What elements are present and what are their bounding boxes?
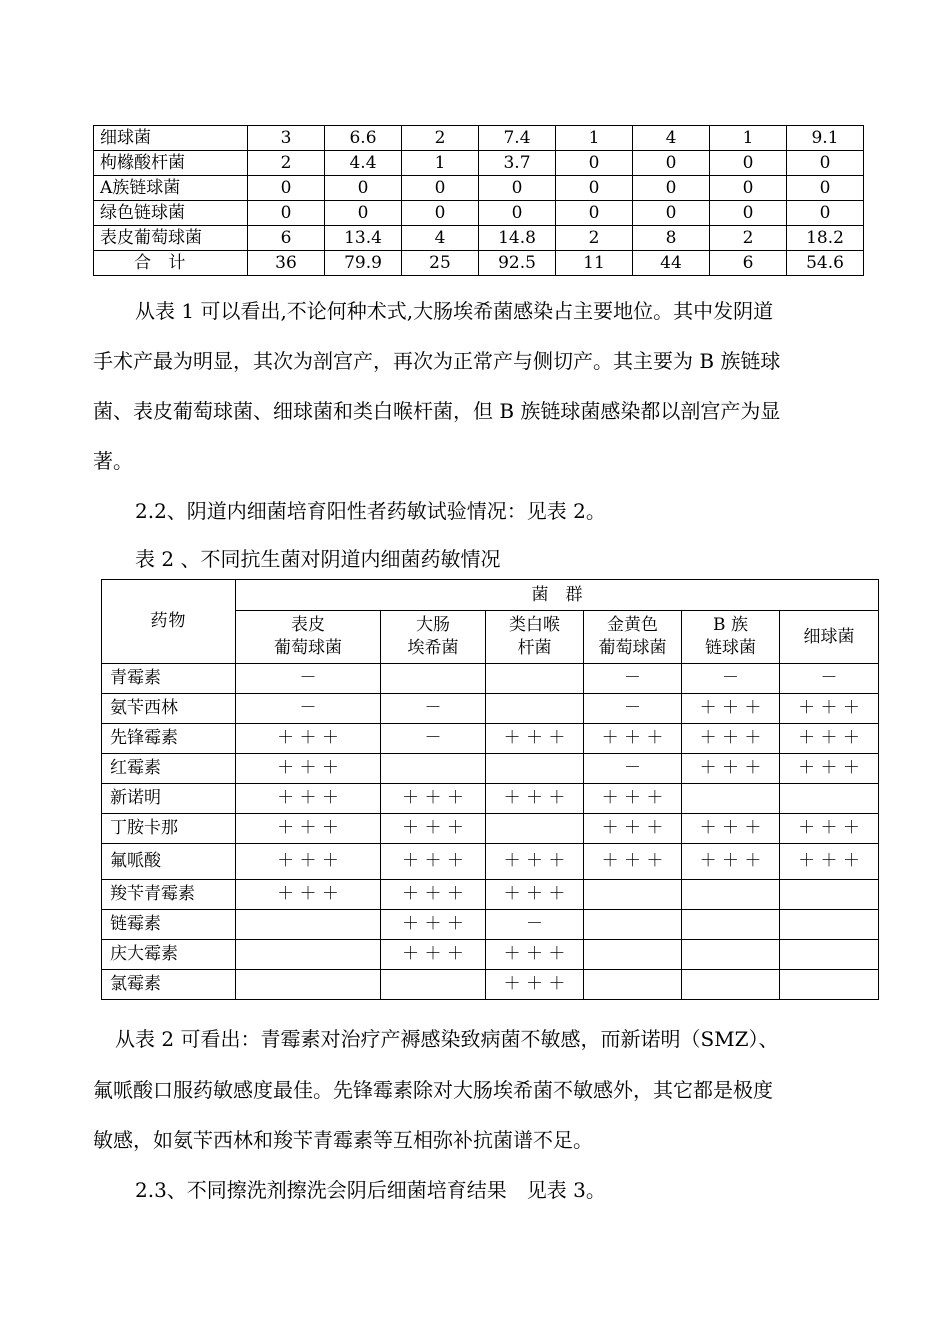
sensitivity-cell: ＋ ＋ ＋ — [584, 724, 682, 754]
sensitivity-cell — [682, 784, 780, 814]
table-cell: 6 — [248, 226, 325, 251]
sensitivity-cell — [584, 880, 682, 910]
sensitivity-cell: ＋ ＋ ＋ — [486, 844, 584, 880]
drug-name: 丁胺卡那 — [102, 814, 236, 844]
section-2-3-heading: 2.3、不同擦洗剂擦洗会阴后细菌培育结果 见表 3。 — [135, 1178, 606, 1202]
sensitivity-cell: － — [584, 694, 682, 724]
table-cell: 18.2 — [787, 226, 864, 251]
sensitivity-cell: ＋ ＋ ＋ — [682, 724, 780, 754]
table-cell: 0 — [556, 151, 633, 176]
sensitivity-cell — [780, 784, 879, 814]
sensitivity-cell — [682, 940, 780, 970]
bacteria-header-line2: 链球菌 — [705, 638, 756, 658]
table-cell: 4.4 — [325, 151, 402, 176]
table-row — [94, 226, 864, 251]
drug-name: 链霉素 — [102, 910, 236, 940]
sensitivity-cell: ＋ ＋ ＋ — [486, 970, 584, 1000]
table-cell: 25 — [402, 251, 479, 276]
table-row — [102, 664, 879, 694]
sensitivity-cell — [584, 940, 682, 970]
table-cell: 3.7 — [479, 151, 556, 176]
table-cell: 0 — [787, 151, 864, 176]
table-cell: 36 — [248, 251, 325, 276]
sensitivity-cell: ＋ ＋ ＋ — [486, 880, 584, 910]
para1-line3: 菌、表皮葡萄球菌、细球菌和类白喉杆菌，但 B 族链球菌感染都以剖宫产为显 — [93, 399, 781, 423]
sensitivity-cell: ＋ ＋ ＋ — [381, 940, 486, 970]
sensitivity-cell — [486, 694, 584, 724]
table-cell: 0 — [633, 201, 710, 226]
table-cell: 0 — [479, 201, 556, 226]
drug-name: 先锋霉素 — [102, 724, 236, 754]
sensitivity-cell: － — [584, 664, 682, 694]
table-cell: 0 — [710, 151, 787, 176]
table-cell: 0 — [325, 201, 402, 226]
sensitivity-cell: － — [236, 694, 381, 724]
sensitivity-cell: ＋ ＋ ＋ — [236, 784, 381, 814]
sensitivity-cell — [486, 754, 584, 784]
table-cell: 1 — [710, 126, 787, 151]
table-row — [102, 880, 879, 910]
section-2-2-heading: 2.2、阴道内细菌培育阳性者药敏试验情况：见表 2。 — [135, 499, 606, 523]
sensitivity-cell: － — [486, 910, 584, 940]
table-cell: 8 — [633, 226, 710, 251]
sensitivity-cell — [236, 910, 381, 940]
sensitivity-cell — [486, 664, 584, 694]
bacteria-header-line1: 金黄色 — [607, 615, 658, 636]
bacteria-header-line2: 埃希菌 — [407, 638, 459, 658]
bacteria-header-line2: 杆菌 — [517, 638, 552, 658]
sensitivity-cell: ＋ ＋ ＋ — [486, 724, 584, 754]
table-cell: 0 — [633, 151, 710, 176]
drug-name: 氟哌酸 — [102, 844, 236, 880]
bacteria-header — [236, 611, 381, 664]
bacteria-header-line1: 大肠 — [416, 615, 450, 636]
bacteria-header-line2: 葡萄球菌 — [598, 638, 667, 658]
sensitivity-cell — [780, 910, 879, 940]
drug-header: 药物 — [102, 580, 236, 664]
table-row — [94, 176, 864, 201]
table-cell: 2 — [710, 226, 787, 251]
table-row — [102, 940, 879, 970]
table-row — [102, 694, 879, 724]
sensitivity-cell — [682, 910, 780, 940]
row-label: A族链球菌 — [94, 176, 248, 201]
table-cell: 0 — [710, 176, 787, 201]
table-cell: 54.6 — [787, 251, 864, 276]
table-row — [102, 784, 879, 814]
sensitivity-cell: ＋ ＋ ＋ — [236, 814, 381, 844]
table-cell: 9.1 — [787, 126, 864, 151]
para2-line3: 敏感，如氨苄西林和羧苄青霉素等互相弥补抗菌谱不足。 — [93, 1128, 593, 1152]
bacteria-header-line2: 葡萄球菌 — [274, 638, 342, 658]
sensitivity-cell — [486, 814, 584, 844]
table-cell: 11 — [556, 251, 633, 276]
sensitivity-cell: ＋ ＋ ＋ — [486, 784, 584, 814]
table-cell: 0 — [402, 176, 479, 201]
drug-name: 新诺明 — [102, 784, 236, 814]
sensitivity-cell — [682, 970, 780, 1000]
sensitivity-cell: ＋ ＋ ＋ — [584, 784, 682, 814]
table-cell: 0 — [248, 201, 325, 226]
sensitivity-cell — [236, 940, 381, 970]
sensitivity-cell: － — [682, 664, 780, 694]
sensitivity-cell: ＋ ＋ ＋ — [236, 844, 381, 880]
sensitivity-cell: ＋ ＋ ＋ — [381, 814, 486, 844]
sensitivity-cell: ＋ ＋ ＋ — [381, 880, 486, 910]
para1-line1: 从表 1 可以看出,不论何种术式,大肠埃希菌感染占主要地位。其中发阴道 — [135, 299, 774, 323]
sensitivity-cell — [780, 970, 879, 1000]
para2-line1: 从表 2 可看出：青霉素对治疗产褥感染致病菌不敏感，而新诺明（SMZ）、 — [115, 1027, 779, 1051]
sensitivity-cell: ＋ ＋ ＋ — [780, 694, 879, 724]
sensitivity-cell: － — [780, 664, 879, 694]
table-cell: 4 — [402, 226, 479, 251]
table-cell: 13.4 — [325, 226, 402, 251]
table-cell: 44 — [633, 251, 710, 276]
sensitivity-cell — [381, 970, 486, 1000]
table-cell: 1 — [556, 126, 633, 151]
table-2 — [101, 579, 879, 1000]
sensitivity-cell: ＋ ＋ ＋ — [236, 880, 381, 910]
sensitivity-cell: － — [236, 664, 381, 694]
sensitivity-cell — [381, 754, 486, 784]
sensitivity-cell — [236, 970, 381, 1000]
table-1 — [93, 125, 864, 276]
bacteria-header-line1: 细球菌 — [803, 626, 855, 647]
table-cell: 2 — [248, 151, 325, 176]
drug-name: 红霉素 — [102, 754, 236, 784]
sensitivity-cell: ＋ ＋ ＋ — [381, 844, 486, 880]
table-cell: 0 — [479, 176, 556, 201]
table-row — [102, 724, 879, 754]
table-cell: 2 — [556, 226, 633, 251]
table-cell: 7.4 — [479, 126, 556, 151]
sensitivity-cell — [682, 880, 780, 910]
sensitivity-cell: － — [584, 754, 682, 784]
sensitivity-cell: ＋ ＋ ＋ — [682, 694, 780, 724]
bacteria-header-line1: 表皮 — [291, 615, 325, 636]
table-cell: 6 — [710, 251, 787, 276]
sensitivity-cell — [780, 880, 879, 910]
bacteria-header-line1: 类白喉 — [509, 615, 560, 636]
sensitivity-cell: ＋ ＋ ＋ — [780, 844, 879, 880]
sensitivity-cell: ＋ ＋ ＋ — [780, 754, 879, 784]
table-cell: 3 — [248, 126, 325, 151]
bacteria-header — [381, 611, 486, 664]
table-cell: 0 — [402, 201, 479, 226]
table-cell: 79.9 — [325, 251, 402, 276]
sensitivity-cell: ＋ ＋ ＋ — [780, 814, 879, 844]
row-label: 枸橼酸杆菌 — [94, 151, 248, 176]
para1-line4: 著。 — [93, 449, 133, 473]
sensitivity-cell: － — [381, 694, 486, 724]
table-cell: 2 — [402, 126, 479, 151]
sensitivity-cell: ＋ ＋ ＋ — [236, 724, 381, 754]
sensitivity-cell: ＋ ＋ ＋ — [682, 754, 780, 784]
sensitivity-cell: ＋ ＋ ＋ — [486, 940, 584, 970]
table-cell: 0 — [325, 176, 402, 201]
row-label: 合 计 — [94, 251, 248, 276]
drug-name: 青霉素 — [102, 664, 236, 694]
row-label: 细球菌 — [94, 126, 248, 151]
table-cell: 0 — [633, 176, 710, 201]
sensitivity-cell — [584, 910, 682, 940]
table-cell: 1 — [402, 151, 479, 176]
drug-name: 氨苄西林 — [102, 694, 236, 724]
sensitivity-cell: ＋ ＋ ＋ — [381, 784, 486, 814]
sensitivity-cell: ＋ ＋ ＋ — [682, 814, 780, 844]
table-cell: 0 — [787, 176, 864, 201]
sensitivity-cell — [780, 940, 879, 970]
bacteria-group-header: 菌 群 — [236, 580, 879, 611]
sensitivity-cell: － — [381, 724, 486, 754]
table-cell: 0 — [787, 201, 864, 226]
table-row — [102, 910, 879, 940]
sensitivity-cell — [584, 970, 682, 1000]
table-row — [102, 970, 879, 1000]
para1-line2: 手术产最为明显，其次为剖宫产，再次为正常产与侧切产。其主要为 B 族链球 — [93, 349, 781, 373]
row-label: 绿色链球菌 — [94, 201, 248, 226]
table-row — [102, 844, 879, 880]
drug-name: 庆大霉素 — [102, 940, 236, 970]
row-label: 表皮葡萄球菌 — [94, 226, 248, 251]
table-cell: 14.8 — [479, 226, 556, 251]
table-2-caption: 表 2 、不同抗生菌对阴道内细菌药敏情况 — [135, 547, 501, 571]
sensitivity-cell: ＋ ＋ ＋ — [584, 844, 682, 880]
drug-name: 羧苄青霉素 — [102, 880, 236, 910]
drug-name: 氯霉素 — [102, 970, 236, 1000]
table-row — [102, 754, 879, 784]
table-cell: 0 — [556, 201, 633, 226]
table-cell: 0 — [556, 176, 633, 201]
table-row — [94, 201, 864, 226]
para2-line2: 氟哌酸口服药敏感度最佳。先锋霉素除对大肠埃希菌不敏感外，其它都是极度 — [93, 1078, 773, 1102]
table-cell: 0 — [248, 176, 325, 201]
table-cell: 4 — [633, 126, 710, 151]
sensitivity-cell: ＋ ＋ ＋ — [381, 910, 486, 940]
sensitivity-cell: ＋ ＋ ＋ — [584, 814, 682, 844]
table-row — [94, 126, 864, 151]
bacteria-header — [486, 611, 584, 664]
sensitivity-cell: ＋ ＋ ＋ — [236, 754, 381, 784]
bacteria-header — [584, 611, 682, 664]
sensitivity-cell: ＋ ＋ ＋ — [780, 724, 879, 754]
bacteria-header — [682, 611, 780, 664]
table-row — [94, 151, 864, 176]
table-cell: 6.6 — [325, 126, 402, 151]
sensitivity-cell — [381, 664, 486, 694]
sensitivity-cell: ＋ ＋ ＋ — [682, 844, 780, 880]
table-cell: 0 — [710, 201, 787, 226]
table-row — [102, 814, 879, 844]
table-cell: 92.5 — [479, 251, 556, 276]
table-row — [94, 251, 864, 276]
bacteria-header-line1: B 族 — [713, 615, 748, 636]
bacteria-header — [780, 611, 879, 664]
